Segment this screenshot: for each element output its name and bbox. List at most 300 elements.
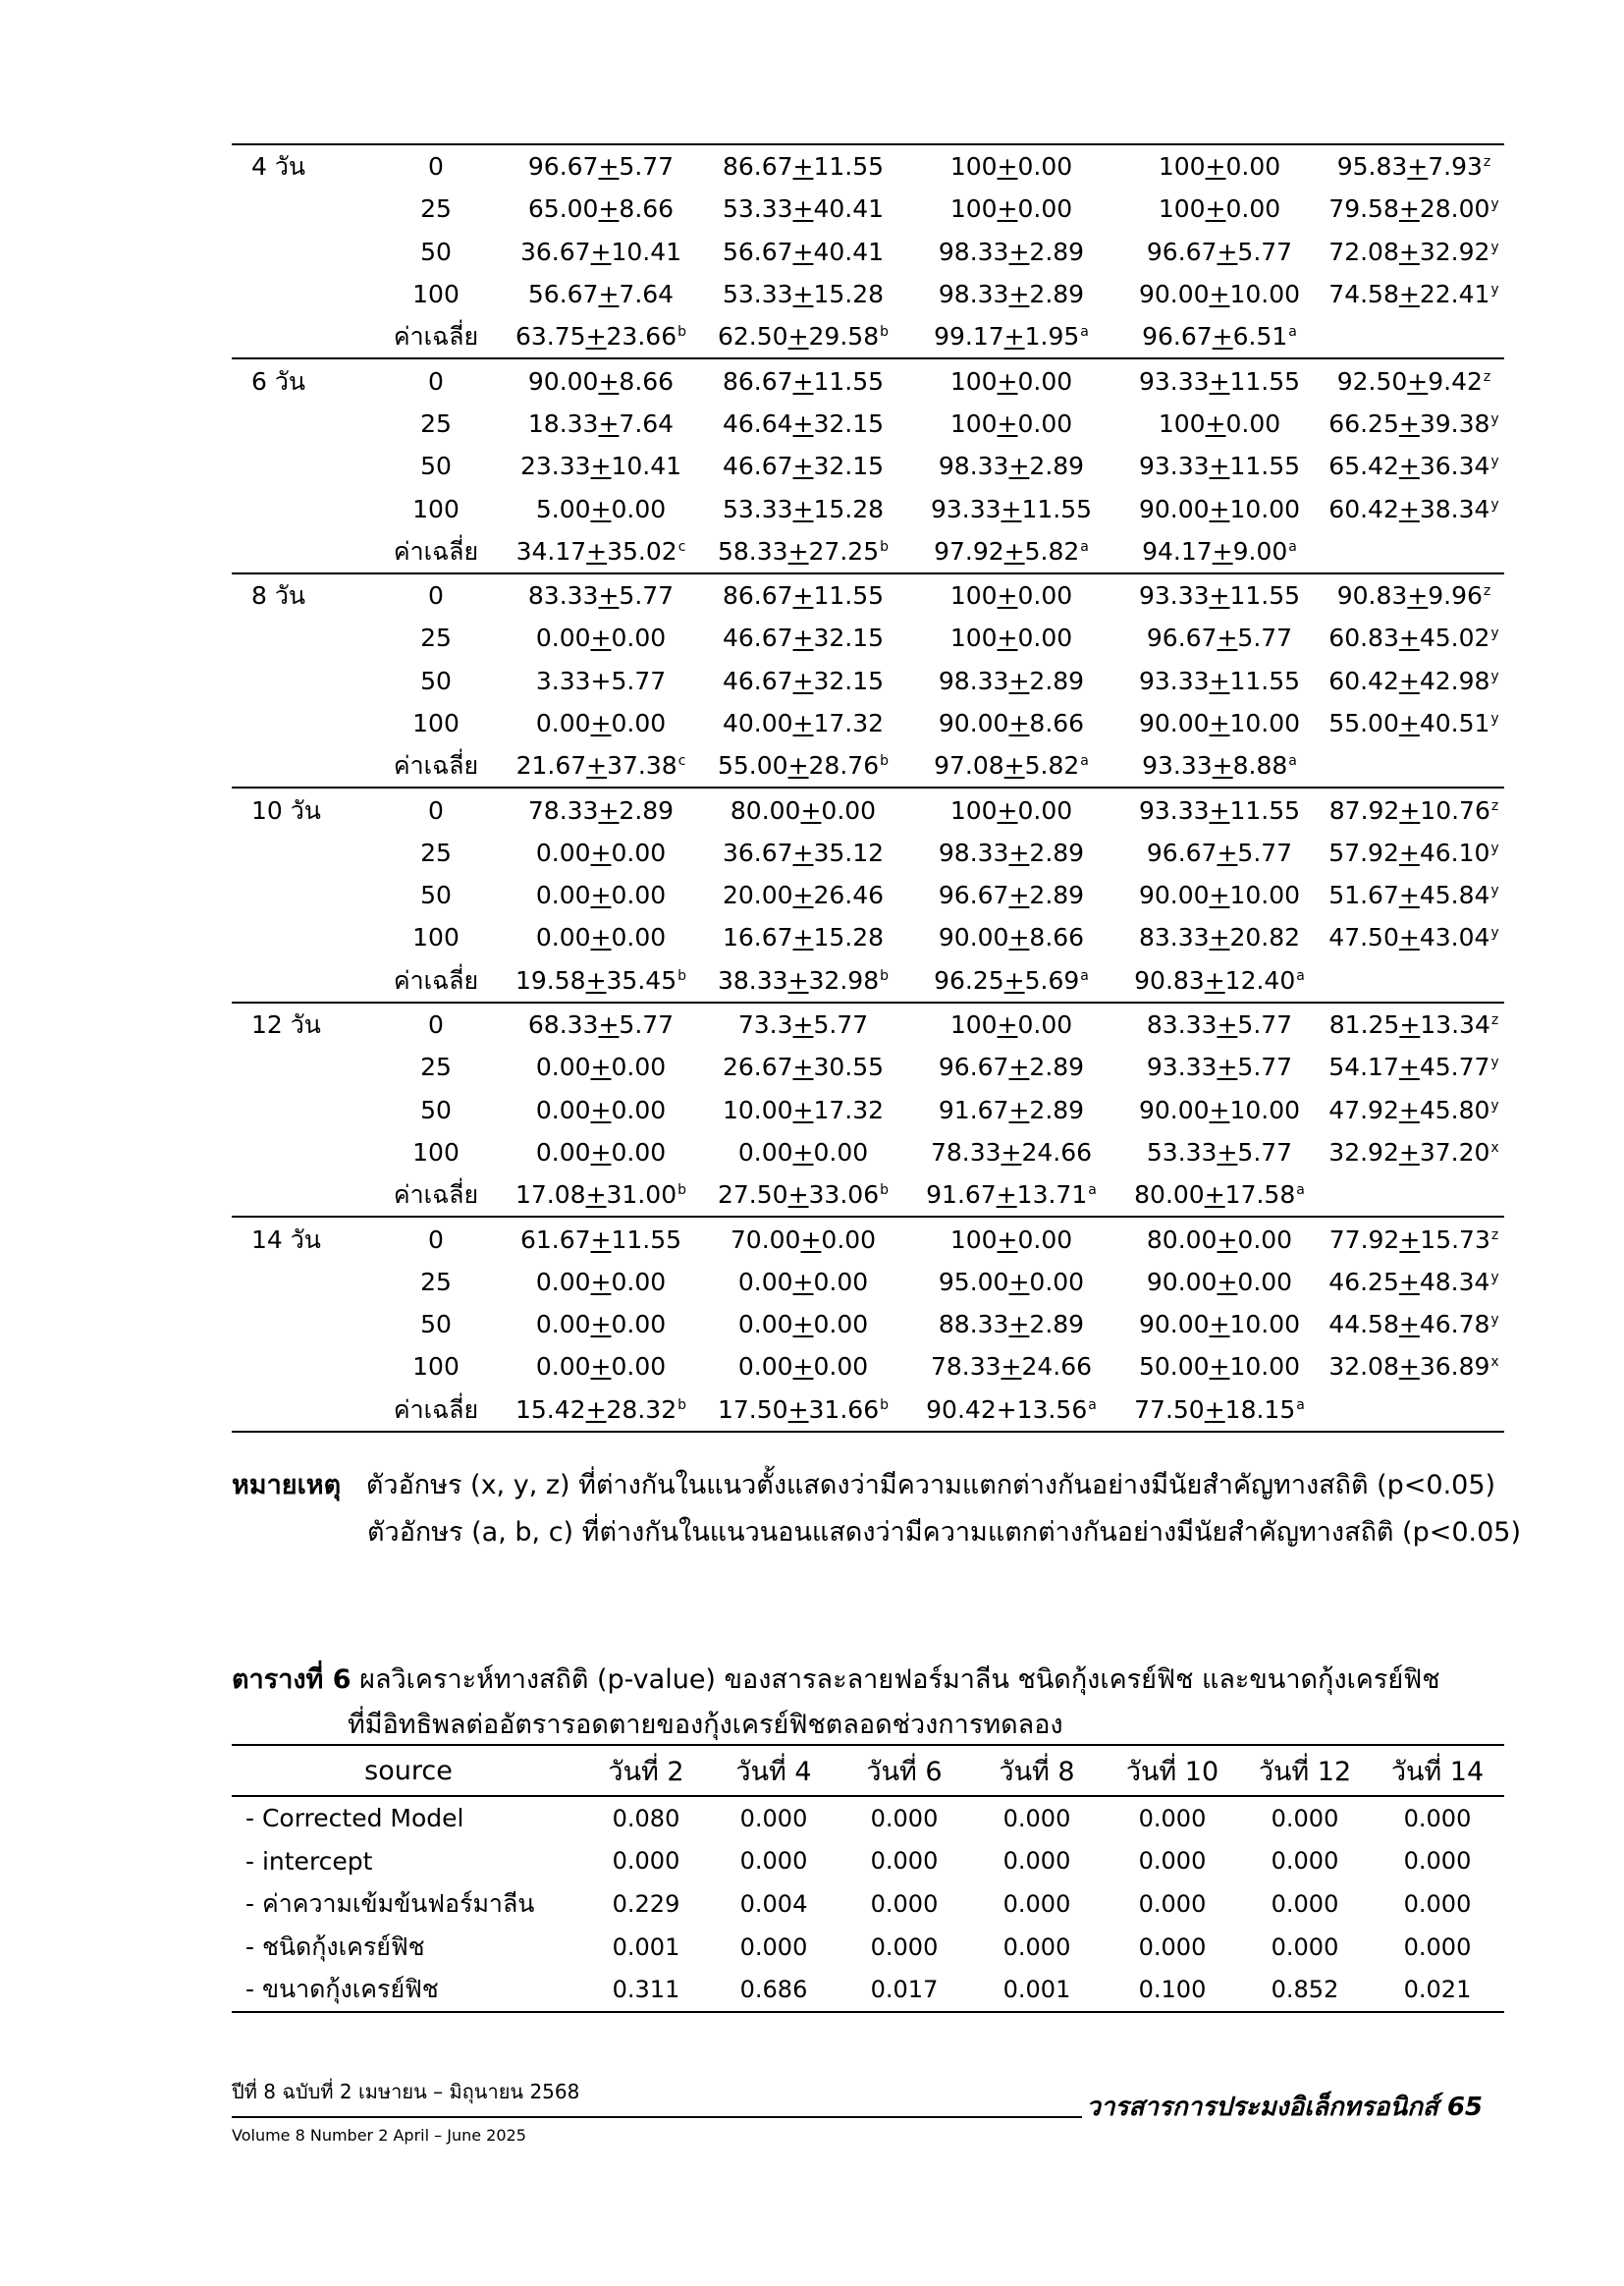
table-row xyxy=(232,702,1504,744)
p-value: 0.000 xyxy=(739,1804,808,1832)
column-header: วันที่ 6 xyxy=(840,1745,968,1796)
concentration: 50 xyxy=(420,1095,452,1124)
day-label xyxy=(232,231,369,273)
empty-cell xyxy=(1324,530,1504,573)
column-mean: 62.50+29.58$^b$ xyxy=(699,315,907,358)
survival-value: 36.67+10.41 xyxy=(519,237,682,266)
column-mean: 58.33+27.25$^b$ xyxy=(699,530,907,573)
survival-value: 100+0.00 xyxy=(907,358,1115,402)
significance-letter: b xyxy=(677,967,686,984)
survival-value: 53.33+15.28 xyxy=(722,280,885,309)
column-mean: 93.33+8.88$^a$ xyxy=(1115,744,1324,788)
table6-caption xyxy=(232,1658,1440,1700)
p-value: 0.000 xyxy=(1271,1932,1339,1961)
day-label xyxy=(232,188,369,230)
p-value: 0.000 xyxy=(739,1932,808,1961)
table-row xyxy=(232,1303,1504,1345)
day-label xyxy=(232,1261,369,1303)
significance-letter: y xyxy=(1490,1269,1499,1285)
average-label: ค่าเฉลี่ย xyxy=(369,959,503,1003)
survival-value: 56.67+40.41 xyxy=(722,237,885,266)
survival-value: 98.33+2.89 xyxy=(938,237,1085,266)
significance-letter: b xyxy=(880,967,889,984)
row-mean: $81.25+13.34^z$ xyxy=(1324,1003,1504,1046)
average-label: ค่าเฉลี่ย xyxy=(369,530,503,573)
table-row xyxy=(232,788,1504,831)
significance-letter: y xyxy=(1490,239,1499,255)
footer-rule xyxy=(232,2116,1082,2118)
p-value: 0.021 xyxy=(1371,1968,1504,2012)
significance-letter: y xyxy=(1490,1097,1499,1114)
average-row xyxy=(232,959,1504,1003)
significance-letter: c xyxy=(677,538,686,555)
survival-value: 46.64+32.15 xyxy=(722,408,885,438)
survival-value: 100+0.00 xyxy=(907,788,1115,831)
survival-value: 61.67+11.55 xyxy=(503,1217,699,1260)
concentration: 100 xyxy=(412,1352,460,1382)
day-label xyxy=(232,530,369,573)
table-row xyxy=(232,1003,1504,1046)
table-row xyxy=(232,144,1504,188)
survival-value: 0.00+0.00 xyxy=(535,624,667,653)
concentration: 50 xyxy=(420,452,452,481)
table-row xyxy=(232,1217,1504,1260)
concentration: 25 xyxy=(420,624,452,653)
day-label xyxy=(232,916,369,958)
concentration: 50 xyxy=(420,237,452,266)
column-header: วันที่ 8 xyxy=(968,1745,1106,1796)
survival-value: 0.00+0.00 xyxy=(737,1310,869,1339)
column-mean: 94.17+9.00$^a$ xyxy=(1115,530,1324,573)
table-row xyxy=(232,188,1504,230)
day-label xyxy=(232,1388,369,1432)
significance-letter: a xyxy=(1296,1182,1305,1199)
significance-letter: b xyxy=(880,1182,889,1199)
p-value: 0.000 xyxy=(1403,1889,1472,1918)
day-label xyxy=(232,1131,369,1173)
survival-value: 91.67+2.89 xyxy=(938,1095,1085,1124)
survival-value: 40.00+17.32 xyxy=(722,709,885,737)
average-row xyxy=(232,1173,1504,1217)
significance-letter: z xyxy=(1490,797,1499,814)
row-mean: $51.67+45.84^y$ xyxy=(1328,881,1499,910)
survival-value: 90.00+8.66 xyxy=(503,358,699,402)
day-label xyxy=(232,1046,369,1088)
survival-value: 53.33+40.41 xyxy=(722,194,885,224)
survival-value: 90.00+8.66 xyxy=(938,709,1085,737)
survival-value: 86.67+11.55 xyxy=(699,144,907,188)
survival-value: 56.67+7.64 xyxy=(527,280,675,309)
row-mean: $60.83+45.02^y$ xyxy=(1328,624,1499,653)
day-label xyxy=(232,1173,369,1217)
row-mean: $74.58+22.41^y$ xyxy=(1328,280,1499,309)
p-value: 0.852 xyxy=(1239,1968,1371,2012)
table-row xyxy=(232,403,1504,445)
table-row xyxy=(232,1968,1504,2012)
p-value: 0.686 xyxy=(707,1968,840,2012)
survival-value: 50.00+10.00 xyxy=(1138,1352,1301,1382)
row-mean: $57.92+46.10^y$ xyxy=(1328,838,1499,867)
concentration: 0 xyxy=(369,358,503,402)
significance-letter: a xyxy=(1088,1182,1097,1199)
survival-value: 53.33+5.77 xyxy=(1146,1137,1293,1167)
significance-letter: a xyxy=(1080,538,1089,555)
significance-letter: a xyxy=(1080,324,1089,341)
significance-letter: a xyxy=(1080,967,1089,984)
survival-value: 20.00+26.46 xyxy=(722,881,885,910)
day-label: 8 วัน xyxy=(232,573,369,617)
survival-value: 0.00+0.00 xyxy=(535,1053,667,1082)
source-label: - ขนาดกุ้งเครย์ฟิช xyxy=(232,1968,585,2012)
survival-value: 100+0.00 xyxy=(907,144,1115,188)
survival-value: 36.67+35.12 xyxy=(722,838,885,867)
survival-value: 95.00+0.00 xyxy=(938,1267,1085,1296)
concentration: 100 xyxy=(412,494,460,523)
concentration: 25 xyxy=(420,1267,452,1296)
survival-value: 0.00+0.00 xyxy=(535,923,667,952)
survival-value: 78.33+2.89 xyxy=(503,788,699,831)
row-mean: $77.92+15.73^z$ xyxy=(1324,1217,1504,1260)
table-row xyxy=(232,1261,1504,1303)
table-row xyxy=(232,273,1504,315)
survival-value: 83.33+5.77 xyxy=(1115,1003,1324,1046)
concentration: 0 xyxy=(369,573,503,617)
row-mean: $90.83+9.96^z$ xyxy=(1324,573,1504,617)
table-row xyxy=(232,874,1504,916)
table-row xyxy=(232,1046,1504,1088)
day-label: 14 วัน xyxy=(232,1217,369,1260)
table-row xyxy=(232,1926,1504,1969)
p-value: 0.000 xyxy=(870,1804,939,1832)
survival-value: 3.33+5.77 xyxy=(535,666,667,695)
p-value: 0.080 xyxy=(612,1804,680,1832)
column-mean: 96.67+6.51$^a$ xyxy=(1115,315,1324,358)
row-mean: $47.50+43.04^y$ xyxy=(1328,923,1499,952)
empty-cell xyxy=(1324,1388,1504,1432)
survival-value: 90.00+10.00 xyxy=(1138,881,1301,910)
column-header: วันที่ 10 xyxy=(1106,1745,1239,1796)
survival-value: 100+0.00 xyxy=(949,194,1073,224)
table6-caption-text-2: ที่มีอิทธิพลต่ออัตรารอดตายของกุ้งเครย์ฟิชตลอดช่วงการทดลอง xyxy=(348,1710,1063,1740)
pvalue-table xyxy=(232,1744,1504,2013)
day-label: 10 วัน xyxy=(232,788,369,831)
row-mean: $92.50+9.42^z$ xyxy=(1324,358,1504,402)
table6-caption-text: ผลวิเคราะห์ทางสถิติ (p-value) ของสารละลายฟอร์มาลีน ชนิดกุ้งเครย์ฟิช และขนาดกุ้งเครย์ฟิช xyxy=(359,1664,1440,1695)
significance-letter: y xyxy=(1490,925,1499,942)
concentration: 50 xyxy=(420,666,452,695)
average-label: ค่าเฉลี่ย xyxy=(369,744,503,788)
table-row xyxy=(232,1089,1504,1131)
survival-value: 90.00+0.00 xyxy=(1146,1267,1293,1296)
survival-value: 0.00+0.00 xyxy=(535,1137,667,1167)
empty-cell xyxy=(1324,1173,1504,1217)
concentration: 50 xyxy=(420,1310,452,1339)
average-row xyxy=(232,315,1504,358)
table-row xyxy=(232,1882,1504,1926)
source-label: - ชนิดกุ้งเครย์ฟิช xyxy=(245,1932,425,1961)
survival-value: 23.33+10.41 xyxy=(519,452,682,481)
row-mean: $65.42+36.34^y$ xyxy=(1328,452,1499,481)
row-mean: $95.83+7.93^z$ xyxy=(1324,144,1504,188)
footer-journal xyxy=(1086,2087,1483,2127)
average-label: ค่าเฉลี่ย xyxy=(369,315,503,358)
table-row xyxy=(232,445,1504,487)
concentration: 25 xyxy=(420,194,452,224)
source-label: - intercept xyxy=(245,1846,373,1876)
survival-value: 0.00+0.00 xyxy=(535,1310,667,1339)
survival-value: 96.67+5.77 xyxy=(503,144,699,188)
column-mean: 99.17+1.95$^a$ xyxy=(907,315,1115,358)
survival-value: 100+0.00 xyxy=(907,573,1115,617)
p-value: 0.000 xyxy=(1002,1847,1071,1876)
significance-letter: y xyxy=(1490,196,1499,213)
day-label xyxy=(232,403,369,445)
significance-letter: a xyxy=(1288,324,1297,341)
column-mean: 19.58+35.45$^b$ xyxy=(503,959,699,1003)
survival-value: 65.00+8.66 xyxy=(527,194,675,224)
row-mean: $72.08+32.92^y$ xyxy=(1328,237,1499,266)
p-value: 0.000 xyxy=(870,1932,939,1961)
significance-letter: z xyxy=(1483,368,1491,385)
significance-letter: b xyxy=(880,538,889,555)
significance-letter: z xyxy=(1490,1226,1499,1243)
p-value: 0.000 xyxy=(870,1889,939,1918)
column-header: source xyxy=(232,1745,585,1796)
concentration: 0 xyxy=(369,144,503,188)
concentration: 100 xyxy=(412,709,460,737)
survival-value: 73.3+5.77 xyxy=(699,1003,907,1046)
p-value: 0.000 xyxy=(1138,1889,1207,1918)
empty-cell xyxy=(1324,315,1504,358)
p-value: 0.000 xyxy=(870,1847,939,1876)
concentration: 0 xyxy=(369,788,503,831)
average-row xyxy=(232,1388,1504,1432)
significance-letter: y xyxy=(1490,840,1499,856)
significance-letter: y xyxy=(1490,668,1499,684)
day-label xyxy=(232,959,369,1003)
page-number: 65 xyxy=(1446,2093,1483,2122)
significance-letter: y xyxy=(1490,454,1499,470)
day-label: 4 วัน xyxy=(232,144,369,188)
note-line-2 xyxy=(367,1510,1521,1552)
survival-value: 46.67+32.15 xyxy=(722,624,885,653)
row-mean: $66.25+39.38^y$ xyxy=(1328,408,1499,438)
column-mean: 91.67+13.71$^a$ xyxy=(907,1173,1115,1217)
column-mean: 15.42+28.32$^b$ xyxy=(503,1388,699,1432)
survival-value: 90.00+8.66 xyxy=(938,923,1085,952)
concentration: 100 xyxy=(412,1137,460,1167)
survival-value: 93.33+11.55 xyxy=(1115,573,1324,617)
survival-value: 86.67+11.55 xyxy=(699,573,907,617)
pvalue-table-header xyxy=(232,1745,1504,1796)
column-mean: 38.33+32.98$^b$ xyxy=(699,959,907,1003)
table-row xyxy=(232,231,1504,273)
row-mean: $60.42+42.98^y$ xyxy=(1328,666,1499,695)
significance-letter: b xyxy=(880,753,889,770)
day-label xyxy=(232,273,369,315)
survival-value: 100+0.00 xyxy=(949,624,1073,653)
significance-letter: z xyxy=(1483,154,1491,171)
significance-letter: a xyxy=(1080,753,1089,770)
significance-letter: b xyxy=(880,1396,889,1413)
survival-value: 16.67+15.28 xyxy=(722,923,885,952)
significance-letter: y xyxy=(1490,711,1499,727)
day-label xyxy=(232,832,369,874)
p-value: 0.000 xyxy=(1138,1847,1207,1876)
significance-letter: y xyxy=(1490,1055,1499,1071)
table-row xyxy=(232,1840,1504,1883)
survival-value: 96.67+5.77 xyxy=(1146,237,1293,266)
concentration: 25 xyxy=(420,838,452,867)
significance-letter: z xyxy=(1483,583,1491,600)
note-line-1 xyxy=(232,1463,1495,1505)
average-row xyxy=(232,744,1504,788)
row-mean: $32.92+37.20^x$ xyxy=(1328,1137,1499,1167)
concentration: 25 xyxy=(420,1053,452,1082)
footer-journal-name: วารสารการประมงอิเล็กทรอนิกส์ xyxy=(1086,2093,1438,2122)
row-mean: $55.00+40.51^y$ xyxy=(1328,709,1499,737)
p-value: 0.000 xyxy=(612,1847,680,1876)
survival-value: 83.33+5.77 xyxy=(503,573,699,617)
survival-value: 100+0.00 xyxy=(949,408,1073,438)
source-label: - Corrected Model xyxy=(245,1804,464,1833)
day-label xyxy=(232,445,369,487)
p-value: 0.000 xyxy=(1271,1804,1339,1832)
survival-value: 93.33+5.77 xyxy=(1146,1053,1293,1082)
empty-cell xyxy=(1324,744,1504,788)
table6-caption-cont xyxy=(348,1703,1063,1745)
significance-letter: y xyxy=(1490,410,1499,427)
significance-letter: y xyxy=(1490,883,1499,899)
survival-value: 100+0.00 xyxy=(1158,194,1281,224)
concentration: 100 xyxy=(412,923,460,952)
survival-value: 0.00+0.00 xyxy=(535,881,667,910)
row-mean: $54.17+45.77^y$ xyxy=(1328,1053,1499,1082)
survival-value: 93.33+11.55 xyxy=(930,494,1093,523)
column-mean: 90.83+12.40$^a$ xyxy=(1115,959,1324,1003)
survival-value: 86.67+11.55 xyxy=(699,358,907,402)
significance-letter: x xyxy=(1490,1139,1499,1156)
p-value: 0.000 xyxy=(739,1847,808,1876)
column-mean: 34.17+35.02$^c$ xyxy=(503,530,699,573)
column-mean: 77.50+18.15$^a$ xyxy=(1115,1388,1324,1432)
p-value: 0.311 xyxy=(585,1968,707,2012)
p-value: 0.000 xyxy=(1002,1804,1071,1832)
p-value: 0.017 xyxy=(840,1968,968,2012)
row-mean: $32.08+36.89^x$ xyxy=(1328,1352,1499,1382)
survival-value: 96.67+5.77 xyxy=(1146,624,1293,653)
average-label: ค่าเฉลี่ย xyxy=(369,1173,503,1217)
survival-value: 98.33+2.89 xyxy=(938,666,1085,695)
survival-value: 90.00+10.00 xyxy=(1138,1310,1301,1339)
significance-letter: a xyxy=(1296,1396,1305,1413)
column-mean: 17.50+31.66$^b$ xyxy=(699,1388,907,1432)
p-value: 0.000 xyxy=(1138,1932,1207,1961)
row-mean: $79.58+28.00^y$ xyxy=(1328,194,1499,224)
day-label xyxy=(232,617,369,659)
table-row xyxy=(232,487,1504,529)
day-label xyxy=(232,874,369,916)
day-label xyxy=(232,487,369,529)
significance-letter: y xyxy=(1490,282,1499,299)
day-label: 12 วัน xyxy=(232,1003,369,1046)
p-value: 0.229 xyxy=(612,1889,680,1918)
survival-value: 96.67+2.89 xyxy=(938,881,1085,910)
p-value: 0.000 xyxy=(1403,1847,1472,1876)
significance-letter: b xyxy=(677,324,686,341)
concentration: 100 xyxy=(412,280,460,309)
significance-letter: y xyxy=(1490,626,1499,642)
column-mean: 96.25+5.69$^a$ xyxy=(907,959,1115,1003)
row-mean: $47.92+45.80^y$ xyxy=(1328,1095,1499,1124)
survival-value: 0.00+0.00 xyxy=(535,838,667,867)
survival-value: 96.67+5.77 xyxy=(1146,838,1293,867)
day-label xyxy=(232,315,369,358)
survival-value: 78.33+24.66 xyxy=(930,1352,1093,1382)
column-mean: 27.50+33.06$^b$ xyxy=(699,1173,907,1217)
footer-issue-en: Volume 8 Number 2 April – June 2025 xyxy=(232,2126,526,2145)
p-value: 0.000 xyxy=(1138,1804,1207,1832)
table-row xyxy=(232,832,1504,874)
survival-value: 5.00+0.00 xyxy=(535,494,667,523)
note-label: หมายเหตุ xyxy=(232,1470,342,1500)
significance-letter: b xyxy=(880,324,889,341)
empty-cell xyxy=(1324,959,1504,1003)
table-row xyxy=(232,1796,1504,1840)
day-label: 6 วัน xyxy=(232,358,369,402)
table-row xyxy=(232,916,1504,958)
p-value: 0.100 xyxy=(1106,1968,1239,2012)
table-row xyxy=(232,660,1504,702)
survival-value: 93.33+11.55 xyxy=(1138,452,1301,481)
table-row xyxy=(232,1345,1504,1388)
day-label xyxy=(232,1303,369,1345)
day-label xyxy=(232,1345,369,1388)
p-value: 0.004 xyxy=(739,1889,808,1918)
significance-letter: y xyxy=(1490,496,1499,513)
column-mean: 90.42+13.56$^a$ xyxy=(907,1388,1115,1432)
day-label xyxy=(232,702,369,744)
column-mean: 97.92+5.82$^a$ xyxy=(907,530,1115,573)
survival-value: 10.00+17.32 xyxy=(722,1095,885,1124)
survival-value: 88.33+2.89 xyxy=(938,1310,1085,1339)
p-value: 0.000 xyxy=(1271,1847,1339,1876)
column-header: วันที่ 14 xyxy=(1371,1745,1504,1796)
concentration: 0 xyxy=(369,1217,503,1260)
column-mean: 55.00+28.76$^b$ xyxy=(699,744,907,788)
significance-letter: y xyxy=(1490,1312,1499,1329)
survival-value: 0.00+0.00 xyxy=(535,1352,667,1382)
significance-letter: z xyxy=(1490,1012,1499,1029)
p-value: 0.000 xyxy=(1002,1932,1071,1961)
average-label: ค่าเฉลี่ย xyxy=(369,1388,503,1432)
significance-letter: b xyxy=(677,1396,686,1413)
p-value: 0.001 xyxy=(968,1968,1106,2012)
row-mean: $87.92+10.76^z$ xyxy=(1324,788,1504,831)
survival-value: 93.33+11.55 xyxy=(1115,358,1324,402)
survival-value: 100+0.00 xyxy=(907,1003,1115,1046)
survival-value: 100+0.00 xyxy=(1158,408,1281,438)
column-mean: 63.75+23.66$^b$ xyxy=(503,315,699,358)
source-label: - ค่าความเข้มข้นฟอร์มาลีน xyxy=(245,1888,535,1918)
survival-value: 78.33+24.66 xyxy=(930,1137,1093,1167)
survival-value: 0.00+0.00 xyxy=(737,1137,869,1167)
survival-value: 90.00+10.00 xyxy=(1138,494,1301,523)
survival-value: 80.00+0.00 xyxy=(1115,1217,1324,1260)
significance-letter: x xyxy=(1490,1354,1499,1371)
concentration: 50 xyxy=(420,881,452,910)
survival-value: 80.00+0.00 xyxy=(699,788,907,831)
